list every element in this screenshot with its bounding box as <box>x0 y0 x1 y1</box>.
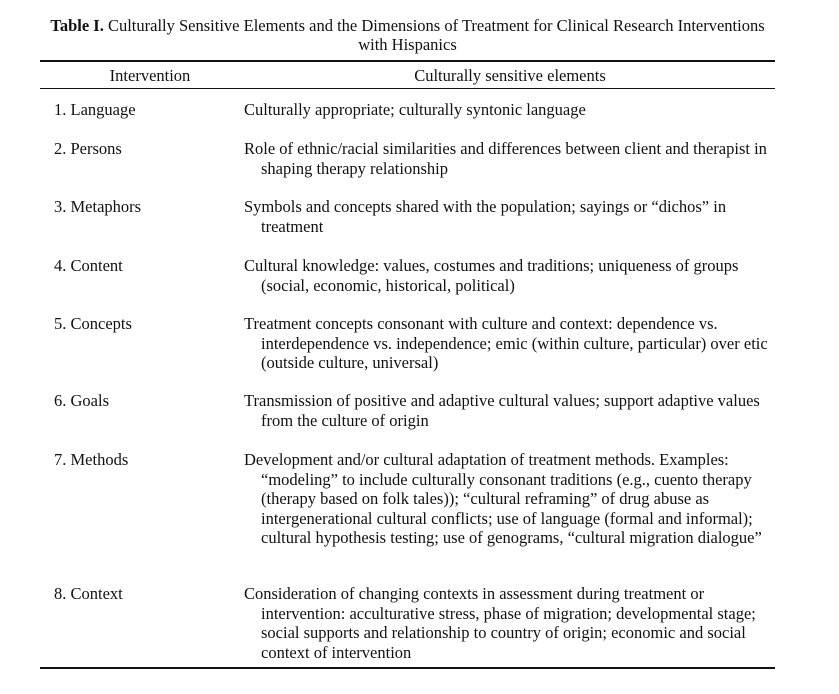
row-elements: Consideration of changing contexts in assessment during treatment or intervention: acculturative stress, phase of migration; developmental stage; social supports and relationship to country of origin; economic and social context of intervention <box>244 584 756 662</box>
row-elements: Cultural knowledge: values, costumes and traditions; uniqueness of groups (social, economic, historical, political) <box>244 256 739 295</box>
table-caption-text: Culturally Sensitive Elements and the Dimensions of Treatment for Clinical Research Interventions with Hispanics <box>107 16 765 54</box>
row-elements: Symbols and concepts shared with the population; sayings or “dichos” in treatment <box>244 197 727 236</box>
row-elements: Role of ethnic/racial similarities and differences between client and therapist in shaping therapy relationship <box>244 139 767 178</box>
column-header-elements: Culturally sensitive elements <box>414 66 606 85</box>
row-intervention: 7. Methods <box>54 450 129 469</box>
table-top-rule <box>40 60 775 62</box>
row-elements: Treatment concepts consonant with culture and context: dependence vs. interdependence vs. independence; emic (within culture, particular) over etic (outside culture, universal) <box>244 314 768 373</box>
row-intervention: 6. Goals <box>54 391 109 410</box>
row-intervention: 4. Content <box>54 256 123 275</box>
row-intervention: 1. Language <box>54 100 136 119</box>
row-intervention: 5. Concepts <box>54 314 132 333</box>
table-header-rule <box>40 88 775 89</box>
row-elements: Transmission of positive and adaptive cultural values; support adaptive values from the culture of origin <box>244 391 760 430</box>
row-intervention: 2. Persons <box>54 139 122 158</box>
row-intervention: 8. Context <box>54 584 123 603</box>
row-intervention: 3. Metaphors <box>54 197 142 216</box>
table-caption-label: Table I. <box>50 16 104 35</box>
table-caption <box>40 16 775 54</box>
row-elements: Culturally appropriate; culturally syntonic language <box>244 100 586 119</box>
column-header-intervention: Intervention <box>109 66 191 85</box>
table-bottom-rule <box>40 667 775 669</box>
row-elements: Development and/or cultural adaptation of treatment methods. Examples: “modeling” to include culturally consonant traditions (e.g., cuento therapy (therapy based on folk tales)); “cultural reframing” of drug abuse as intergenerational cultural conflicts; use of language (formal and informal); cultural hypothesis testing; use of genograms, “cultural migration dialogue” <box>244 450 762 548</box>
